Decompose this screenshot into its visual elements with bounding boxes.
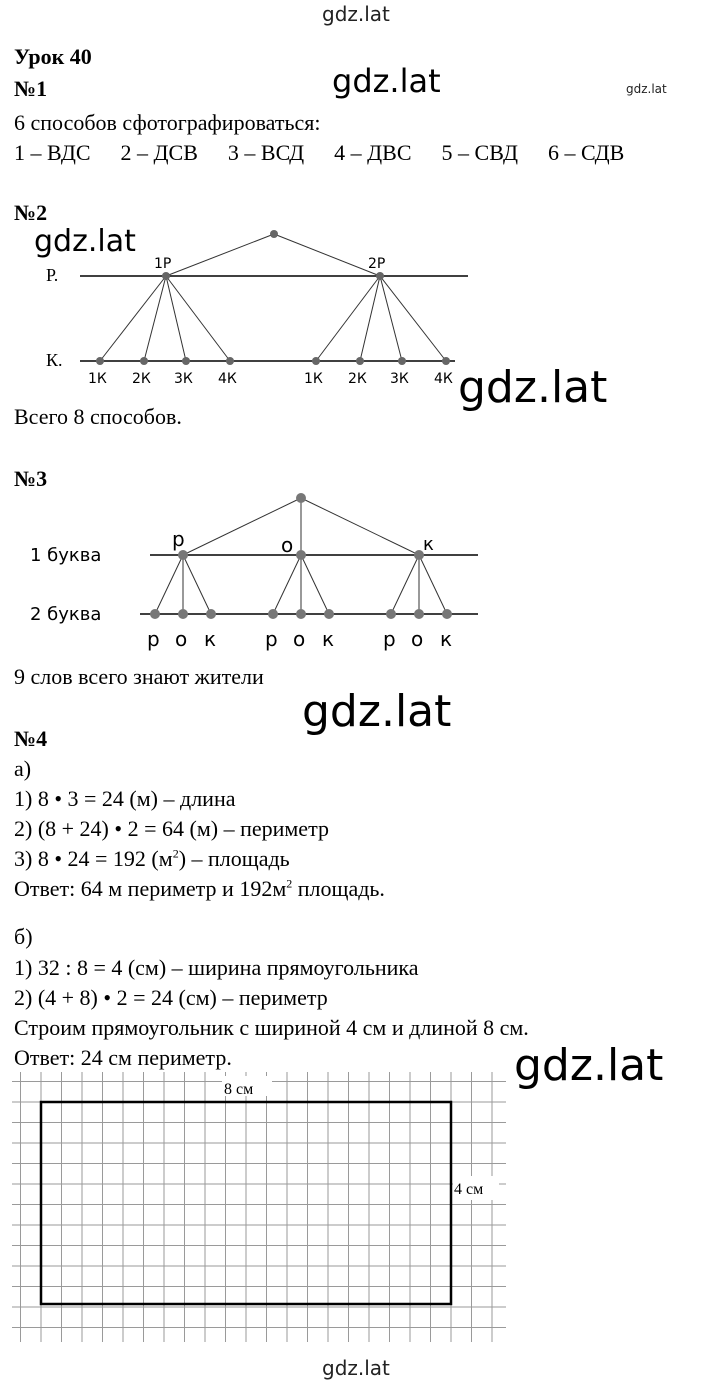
task3-top-label: р (172, 527, 185, 551)
task2-root-node (270, 230, 278, 238)
task3-top-label: к (423, 534, 434, 555)
task1-options (14, 140, 624, 166)
watermark-3: gdz.lat (458, 362, 608, 413)
task3-row-label: 1 буква (30, 545, 102, 566)
task4-a-answer-post: площадь. (292, 876, 385, 901)
task1-option: 4 – ДВС (334, 140, 412, 165)
watermark-1: gdz.lat (332, 62, 441, 100)
task2-row-label: К. (46, 350, 63, 370)
task4-part-b-label: б) (14, 924, 33, 949)
task2-bottom-label: 4К (434, 371, 453, 387)
task4-a-line: 2) (8 + 24) • 2 = 64 (м) – периметр (14, 816, 329, 841)
task4-a-line: 1) 8 • 3 = 24 (м) – длина (14, 786, 236, 811)
rect-width-label: 8 см (224, 1081, 254, 1098)
watermark-4: gdz.lat (302, 686, 452, 737)
watermark-5: gdz.lat (514, 1040, 664, 1091)
task2-bottom-label: 1К (88, 371, 107, 387)
watermark-top: gdz.lat (322, 2, 390, 26)
task2-bottom-label: 3К (390, 371, 409, 387)
task3-bottom-label: р (147, 627, 160, 651)
task3-bottom-label: к (322, 627, 335, 651)
task2-node (376, 272, 384, 280)
task3-root-node (296, 493, 306, 503)
task1-text: 6 способов сфотографироваться: (14, 110, 321, 135)
task2-bottom-label: 1К (304, 371, 323, 387)
task1-option: 1 – ВДС (14, 140, 91, 165)
task4-part-a-label: а) (14, 756, 32, 781)
task1-option: 5 – СВД (441, 140, 519, 165)
task3-bottom-label: к (204, 627, 217, 651)
task3-bottom-label: р (383, 627, 396, 651)
task4-a-line3-sup: 2 (172, 846, 179, 861)
task2-row-label: Р. (46, 265, 59, 285)
task4-a-line3-pre: 3) 8 • 24 = 192 (м (14, 846, 173, 871)
task2-result: Всего 8 способов. (14, 404, 182, 429)
task4-b-line: 2) (4 + 8) • 2 = 24 (см) – периметр (14, 985, 328, 1010)
watermark-bottom: gdz.lat (322, 1356, 390, 1380)
task3-number: №3 (14, 466, 48, 491)
task3-tree-diagram (0, 486, 500, 666)
task2-bottom-label: 2К (348, 371, 367, 387)
task1-option: 3 – ВСД (227, 140, 305, 165)
task2-number: №2 (14, 200, 48, 225)
task3-row-label: 2 буква (30, 604, 102, 625)
task4-a-answer-pre: Ответ: 64 м периметр и 192м (14, 876, 287, 901)
task4-b-line: Строим прямоугольник с шириной 4 см и длиной 8 см. (14, 1015, 529, 1040)
task2-bottom-label: 2К (132, 371, 151, 387)
task3-bottom-label: о (175, 627, 188, 651)
task3-bottom-label: к (440, 627, 453, 651)
task3-bottom-label: р (265, 627, 278, 651)
task3-result: 9 слов всего знают жители (14, 664, 264, 689)
lesson-title: Урок 40 (14, 44, 92, 69)
task4-a-line3-post: ) – площадь (178, 846, 290, 871)
task2-bottom-label: 4К (218, 371, 237, 387)
grid-rectangle-drawing (12, 1072, 506, 1342)
task4-b-line: 1) 32 : 8 = 4 (см) – ширина прямоугольника (14, 955, 419, 980)
task4-number: №4 (14, 726, 48, 751)
task2-bottom-label: 3К (174, 371, 193, 387)
task4-a-answer-sup: 2 (286, 876, 293, 891)
watermark-tiny: gdz.lat (626, 82, 667, 96)
rect-height-label: 4 см (454, 1181, 484, 1198)
task4-a-line (14, 846, 290, 872)
task4-b-line: Ответ: 24 см периметр. (14, 1045, 232, 1070)
task1-option: 2 – ДСВ (120, 140, 198, 165)
task2-node (162, 272, 170, 280)
task1-number: №1 (14, 76, 48, 101)
task2-top-label: 1Р (154, 256, 172, 272)
task3-top-label: о (281, 533, 294, 557)
task2-top-label: 2Р (368, 256, 386, 272)
task2-tree-diagram (0, 220, 480, 390)
watermark-2: gdz.lat (34, 224, 136, 259)
task1-option: 6 – СДВ (548, 140, 625, 165)
task4-a-answer (14, 876, 385, 902)
task3-bottom-label: о (293, 627, 306, 651)
task3-bottom-label: о (411, 627, 424, 651)
